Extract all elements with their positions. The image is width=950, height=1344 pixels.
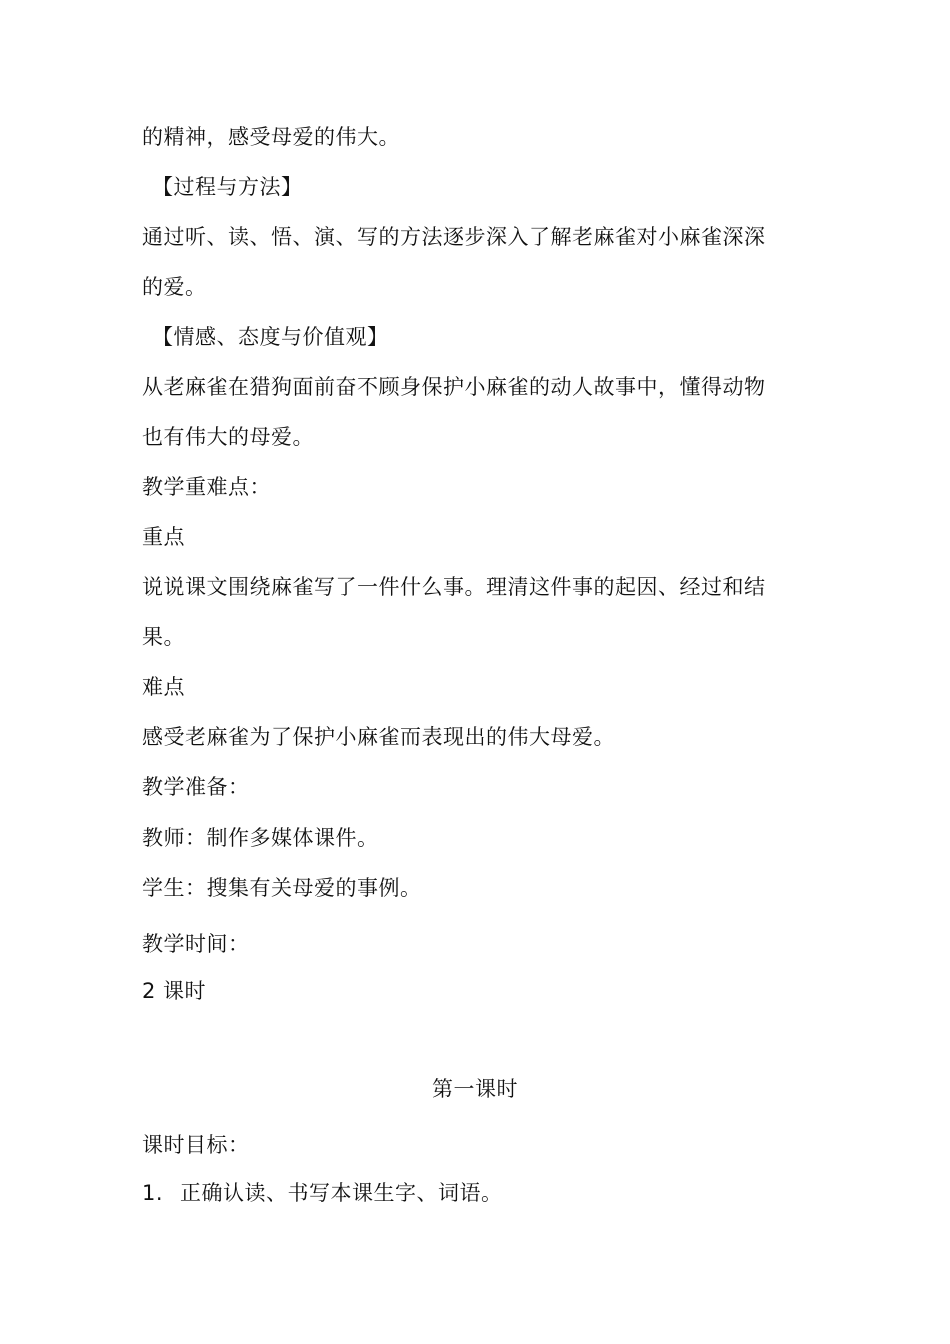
paragraph-line: 教师：制作多媒体课件。: [142, 826, 379, 850]
heading-process-method: 【过程与方法】: [152, 175, 303, 199]
paragraph-line: 2 课时: [142, 979, 207, 1003]
paragraph-line: 通过听、读、悟、演、写的方法逐步深入了解老麻雀对小麻雀深深: [142, 225, 766, 249]
heading-emotion-values: 【情感、态度与价值观】: [152, 325, 389, 349]
heading-teaching-time: 教学时间：: [142, 932, 250, 956]
paragraph-line: 的爱。: [142, 275, 207, 299]
paragraph-line: 的精神，感受母爱的伟大。: [142, 125, 400, 149]
paragraph-line: 学生：搜集有关母爱的事例。: [142, 876, 422, 900]
label-focus: 重点: [142, 525, 185, 549]
paragraph-line: 说说课文围绕麻雀写了一件什么事。理清这件事的起因、经过和结: [142, 575, 766, 599]
heading-lesson-objective: 课时目标：: [142, 1133, 250, 1157]
heading-key-points: 教学重难点：: [142, 475, 271, 499]
paragraph-line: 果。: [142, 625, 185, 649]
list-item: [142, 1178, 503, 1208]
list-number: 1.: [142, 1181, 164, 1205]
paragraph-line: 感受老麻雀为了保护小麻雀而表现出的伟大母爱。: [142, 725, 615, 749]
section-title: 第一课时: [432, 1077, 518, 1101]
paragraph-line: 也有伟大的母爱。: [142, 425, 314, 449]
label-difficulty: 难点: [142, 675, 185, 699]
heading-preparation: 教学准备：: [142, 775, 250, 799]
list-item-text: 正确认读、书写本课生字、词语。: [180, 1181, 503, 1205]
paragraph-line: 从老麻雀在猎狗面前奋不顾身保护小麻雀的动人故事中，懂得动物: [142, 375, 766, 399]
